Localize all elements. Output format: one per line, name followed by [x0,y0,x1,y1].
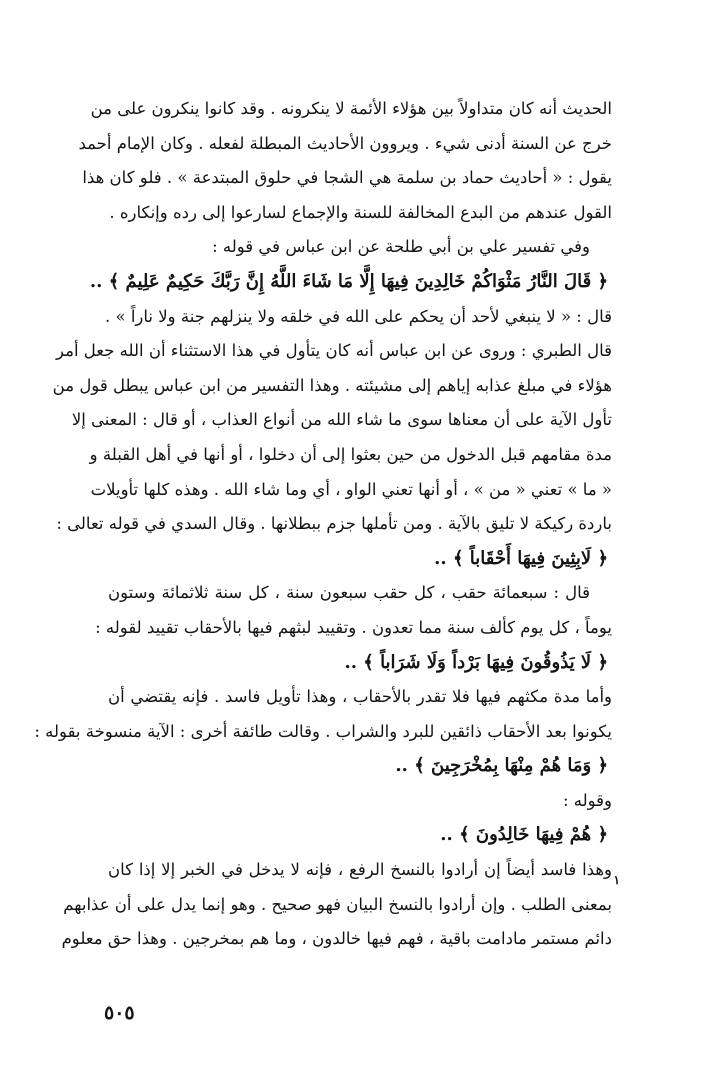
text-line: وهذا فاسد أيضاً إن أرادوا بالنسخ الرفع ، فإنه لا يدخل في الخبر إلا إذا كان [108,860,612,880]
text-line: يكونوا بعد الأحقاب ذائقين للبرد والشراب . وقالت طائفة أخرى : الآية منسوخة بقوله : [34,721,612,741]
footnote-mark: ١ [613,873,620,887]
quran-verse: ﴿ لَا يَذُوقُونَ فِيهَا بَرْداً وَلَا شَرَاباً ﴾ .. [344,651,608,673]
quran-verse: ﴿ لَابِثِينَ فِيهَا أَحْقَاباً ﴾ .. [434,547,608,569]
text-line: بمعنى الطلب . وإن أرادوا بالنسخ البيان فهو صحيح . وهو إنما يدل على أن عذابهم [63,894,612,914]
text-line: وقوله : [562,790,612,810]
main-text [34,92,612,957]
text-line: هؤلاء في مبلغ عذابه إياهم إلى مشيئته . وهذا التفسير من ابن عباس يبطل قول من [52,375,612,395]
quran-verse: ﴿ قَالَ النَّارُ مَثْوَاكُمْ خَالِدِينَ فِيهَا إِلَّا مَا شَاءَ اللَّهُ إِنَّ رَبَّكَ حَكِيمٌ عَلِيمٌ ﴾ .. [89,270,608,292]
text-line: تأول الآية على أن معناها سوى ما شاء الله من أنواع العذاب ، أو قال : المعنى إلا [71,410,612,430]
text-line: خرج عن السنة أدنى شيء . ويروون الأحاديث المبطلة لفعله . وكان الإمام أحمد [78,133,612,153]
text-line: قال : سبعمائة حقب ، كل حقب سبعون سنة ، كل سنة ثلاثمائة وستون [108,583,590,603]
quran-verse: ﴿ وَمَا هُمْ مِنْهَا بِمُخْرَجِينَ ﴾ .. [395,755,608,777]
text-line: الحديث أنه كان متداولاً بين هؤلاء الأئمة لا ينكرونه . وقد كانوا ينكرون على من [90,99,612,118]
text-line: يقول : « أحاديث حماد بن سلمة هي الشجا في حلوق المبتدعة » . فلو كان هذا [82,168,612,188]
text-line: مدة مقامهم قبل الدخول من حين بعثوا إلى أن دخلوا ، أو أنها في أهل القبلة و [89,444,612,464]
text-line: وأما مدة مكثهم فيها فلا تقدر بالأحقاب ، وهذا تأويل فاسد . فإنه يقتضي أن [108,687,612,707]
text-line: قال : « لا ينبغي لأحد أن يحكم على الله في خلقه ولا ينزلهم جنة ولا ناراً » . [104,306,612,326]
text-line: باردة ركيكة لا تليق بالآية . ومن تأملها جزم ببطلانها . وقال السدي في قوله تعالى : [56,514,612,534]
text-line: « ما » تعني « من » ، أو أنها تعني الواو ، أي وما شاء الله . وهذه كلها تأويلات [90,479,612,499]
page-number: ٥٠٥ [104,1002,135,1024]
text-line: وفي تفسير علي بن أبي طلحة عن ابن عباس في قوله : [212,237,590,257]
text-line: قال الطبري : وروى عن ابن عباس أنه كان يتأول في هذا الاستثناء أن الله جعل أمر [56,341,612,361]
text-line: دائم مستمر مادامت باقية ، فهم فيها خالدون ، وما هم بمخرجين . وهذا حق معلوم [61,929,612,949]
quran-verse: ﴿ هُمْ فِيهَا خَالِدُونَ ﴾ .. [440,824,608,846]
text-line: يوماً ، كل يوم كألف سنة مما تعدون . وتقييد لبثهم فيها بالأحقاب تقييد لقوله : [95,617,612,637]
text-line: القول عندهم من البدع المخالفة للسنة والإجماع لسارعوا إلى رده وإنكاره . [109,202,612,222]
